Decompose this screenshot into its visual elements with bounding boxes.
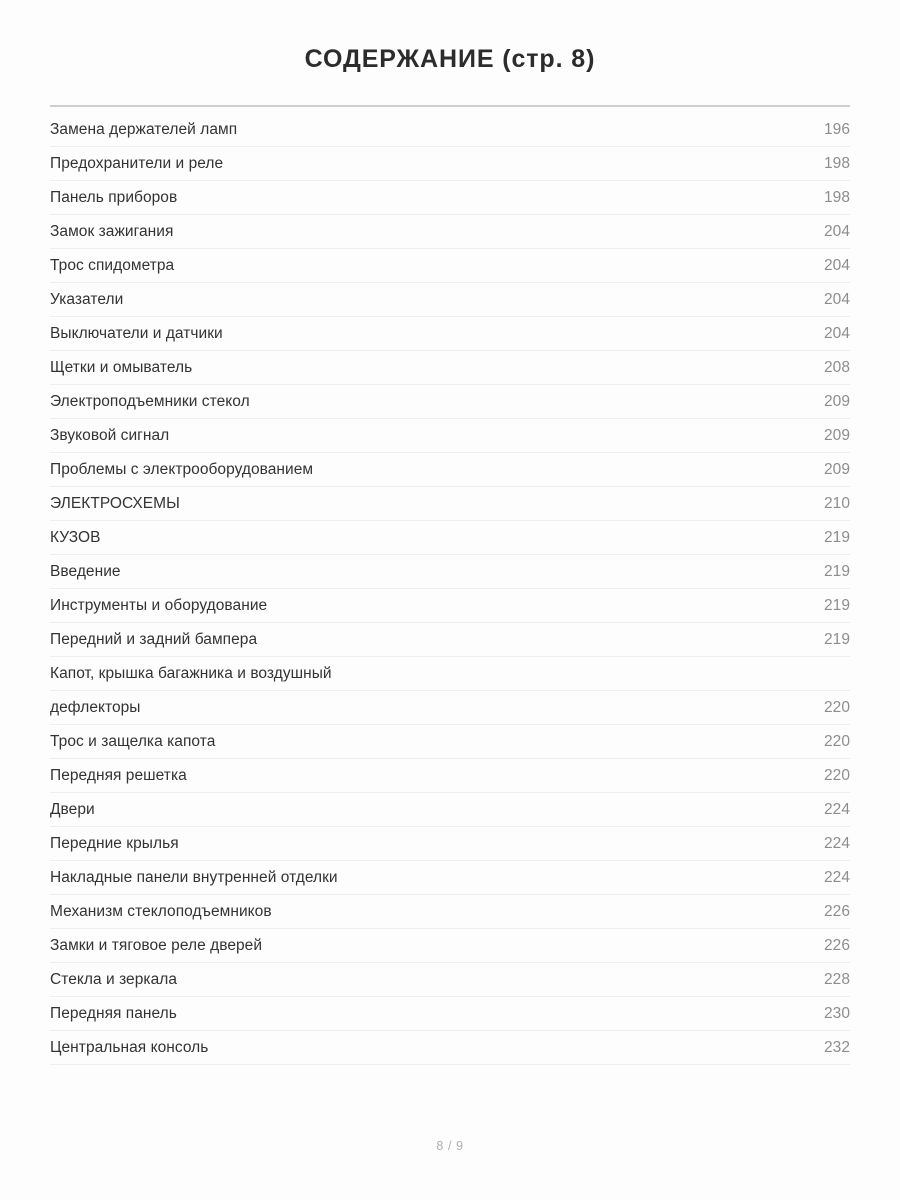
toc-row[interactable]: [50, 249, 850, 283]
toc-entry-label: Передняя решетка: [50, 767, 187, 784]
toc-row[interactable]: [50, 725, 850, 759]
toc-entry-page-number: 198: [823, 155, 850, 172]
toc-entry-label: Замена держателей ламп: [50, 121, 238, 138]
toc-entry-page-number: 220: [823, 733, 850, 750]
toc-entry-label: Указатели: [50, 291, 124, 308]
toc-entry-page-number: 220: [823, 699, 850, 716]
toc-entry-page-number: 220: [823, 767, 850, 784]
toc-entry-label: Трос спидометра: [50, 257, 175, 274]
toc-entry-page-number: 204: [823, 325, 850, 342]
toc-entry-page-number: 224: [823, 835, 850, 852]
toc-entry-page-number: 219: [823, 631, 850, 648]
toc-entry-page-number: 198: [823, 189, 850, 206]
toc-row[interactable]: [50, 623, 850, 657]
toc-row[interactable]: [50, 215, 850, 249]
toc-entry-page-number: 209: [823, 461, 850, 478]
toc-entry-page-number: 226: [823, 937, 850, 954]
toc-entry-label: Замки и тяговое реле дверей: [50, 937, 263, 954]
toc-entry-label: Накладные панели внутренней отделки: [50, 869, 338, 886]
title-divider: [50, 105, 850, 107]
toc-entry-label: Передняя панель: [50, 1005, 177, 1022]
page-title: СОДЕРЖАНИЕ (стр. 8): [304, 45, 596, 73]
toc-entry-label: Трос и защелка капота: [50, 733, 216, 750]
toc-row[interactable]: [50, 453, 850, 487]
toc-entry-label: Двери: [50, 801, 95, 818]
toc-row[interactable]: [50, 691, 850, 725]
toc-row[interactable]: [50, 317, 850, 351]
toc-entry-label: Электроподъемники стекол: [50, 393, 250, 410]
toc-list: [0, 113, 900, 1065]
toc-row[interactable]: [50, 589, 850, 623]
toc-entry-page-number: 230: [823, 1005, 850, 1022]
toc-entry-page-number: 208: [823, 359, 850, 376]
toc-row[interactable]: [50, 759, 850, 793]
toc-entry-page-number: 232: [823, 1039, 850, 1056]
toc-entry-page-number: 228: [823, 971, 850, 988]
toc-row[interactable]: [50, 895, 850, 929]
toc-entry-label: Щетки и омыватель: [50, 359, 193, 376]
toc-entry-label: Передний и задний бампера: [50, 631, 258, 648]
toc-entry-page-number: 219: [823, 529, 850, 546]
toc-entry-page-number: 196: [823, 121, 850, 138]
toc-entry-label: КУЗОВ: [50, 529, 101, 546]
toc-entry-label: Центральная консоль: [50, 1039, 209, 1056]
pagination-label: 8 / 9: [436, 1139, 464, 1153]
toc-entry-page-number: 226: [823, 903, 850, 920]
toc-entry-page-number: 209: [823, 427, 850, 444]
page-footer: [0, 1137, 900, 1200]
toc-entry-label: Панель приборов: [50, 189, 178, 206]
toc-row[interactable]: [50, 657, 850, 691]
toc-row[interactable]: [50, 283, 850, 317]
toc-entry-label: Предохранители и реле: [50, 155, 224, 172]
toc-entry-page-number: 219: [823, 597, 850, 614]
toc-entry-page-number: 219: [823, 563, 850, 580]
toc-entry-page-number: 210: [823, 495, 850, 512]
toc-entry-page-number: 204: [823, 291, 850, 308]
toc-entry-label: ЭЛЕКТРОСХЕМЫ: [50, 495, 180, 512]
toc-entry-page-number: 204: [823, 223, 850, 240]
toc-row[interactable]: [50, 351, 850, 385]
toc-entry-label: Звуковой сигнал: [50, 427, 170, 444]
page-header: [0, 0, 900, 107]
toc-entry-label: Капот, крышка багажника и воздушный: [50, 665, 332, 682]
toc-entry-label: Проблемы с электрооборудованием: [50, 461, 314, 478]
toc-row[interactable]: [50, 1031, 850, 1065]
toc-entry-label: Инструменты и оборудование: [50, 597, 268, 614]
toc-row[interactable]: [50, 861, 850, 895]
toc-row[interactable]: [50, 419, 850, 453]
toc-entry-label: Выключатели и датчики: [50, 325, 223, 342]
toc-entry-page-number: 204: [823, 257, 850, 274]
toc-row[interactable]: [50, 555, 850, 589]
toc-row[interactable]: [50, 827, 850, 861]
toc-entry-label: Введение: [50, 563, 121, 580]
toc-entry-label: дефлекторы: [50, 699, 141, 716]
toc-entry-label: Механизм стеклоподъемников: [50, 903, 272, 920]
toc-row[interactable]: [50, 181, 850, 215]
toc-row[interactable]: [50, 997, 850, 1031]
toc-row[interactable]: [50, 793, 850, 827]
toc-row[interactable]: [50, 963, 850, 997]
toc-row[interactable]: [50, 147, 850, 181]
toc-row[interactable]: [50, 487, 850, 521]
toc-row[interactable]: [50, 385, 850, 419]
toc-entry-page-number: 224: [823, 801, 850, 818]
toc-entry-label: Стекла и зеркала: [50, 971, 178, 988]
toc-entry-label: Передние крылья: [50, 835, 179, 852]
toc-row[interactable]: [50, 521, 850, 555]
toc-entry-page-number: 224: [823, 869, 850, 886]
toc-row[interactable]: [50, 929, 850, 963]
toc-entry-page-number: 209: [823, 393, 850, 410]
toc-row[interactable]: [50, 113, 850, 147]
toc-entry-label: Замок зажигания: [50, 223, 174, 240]
